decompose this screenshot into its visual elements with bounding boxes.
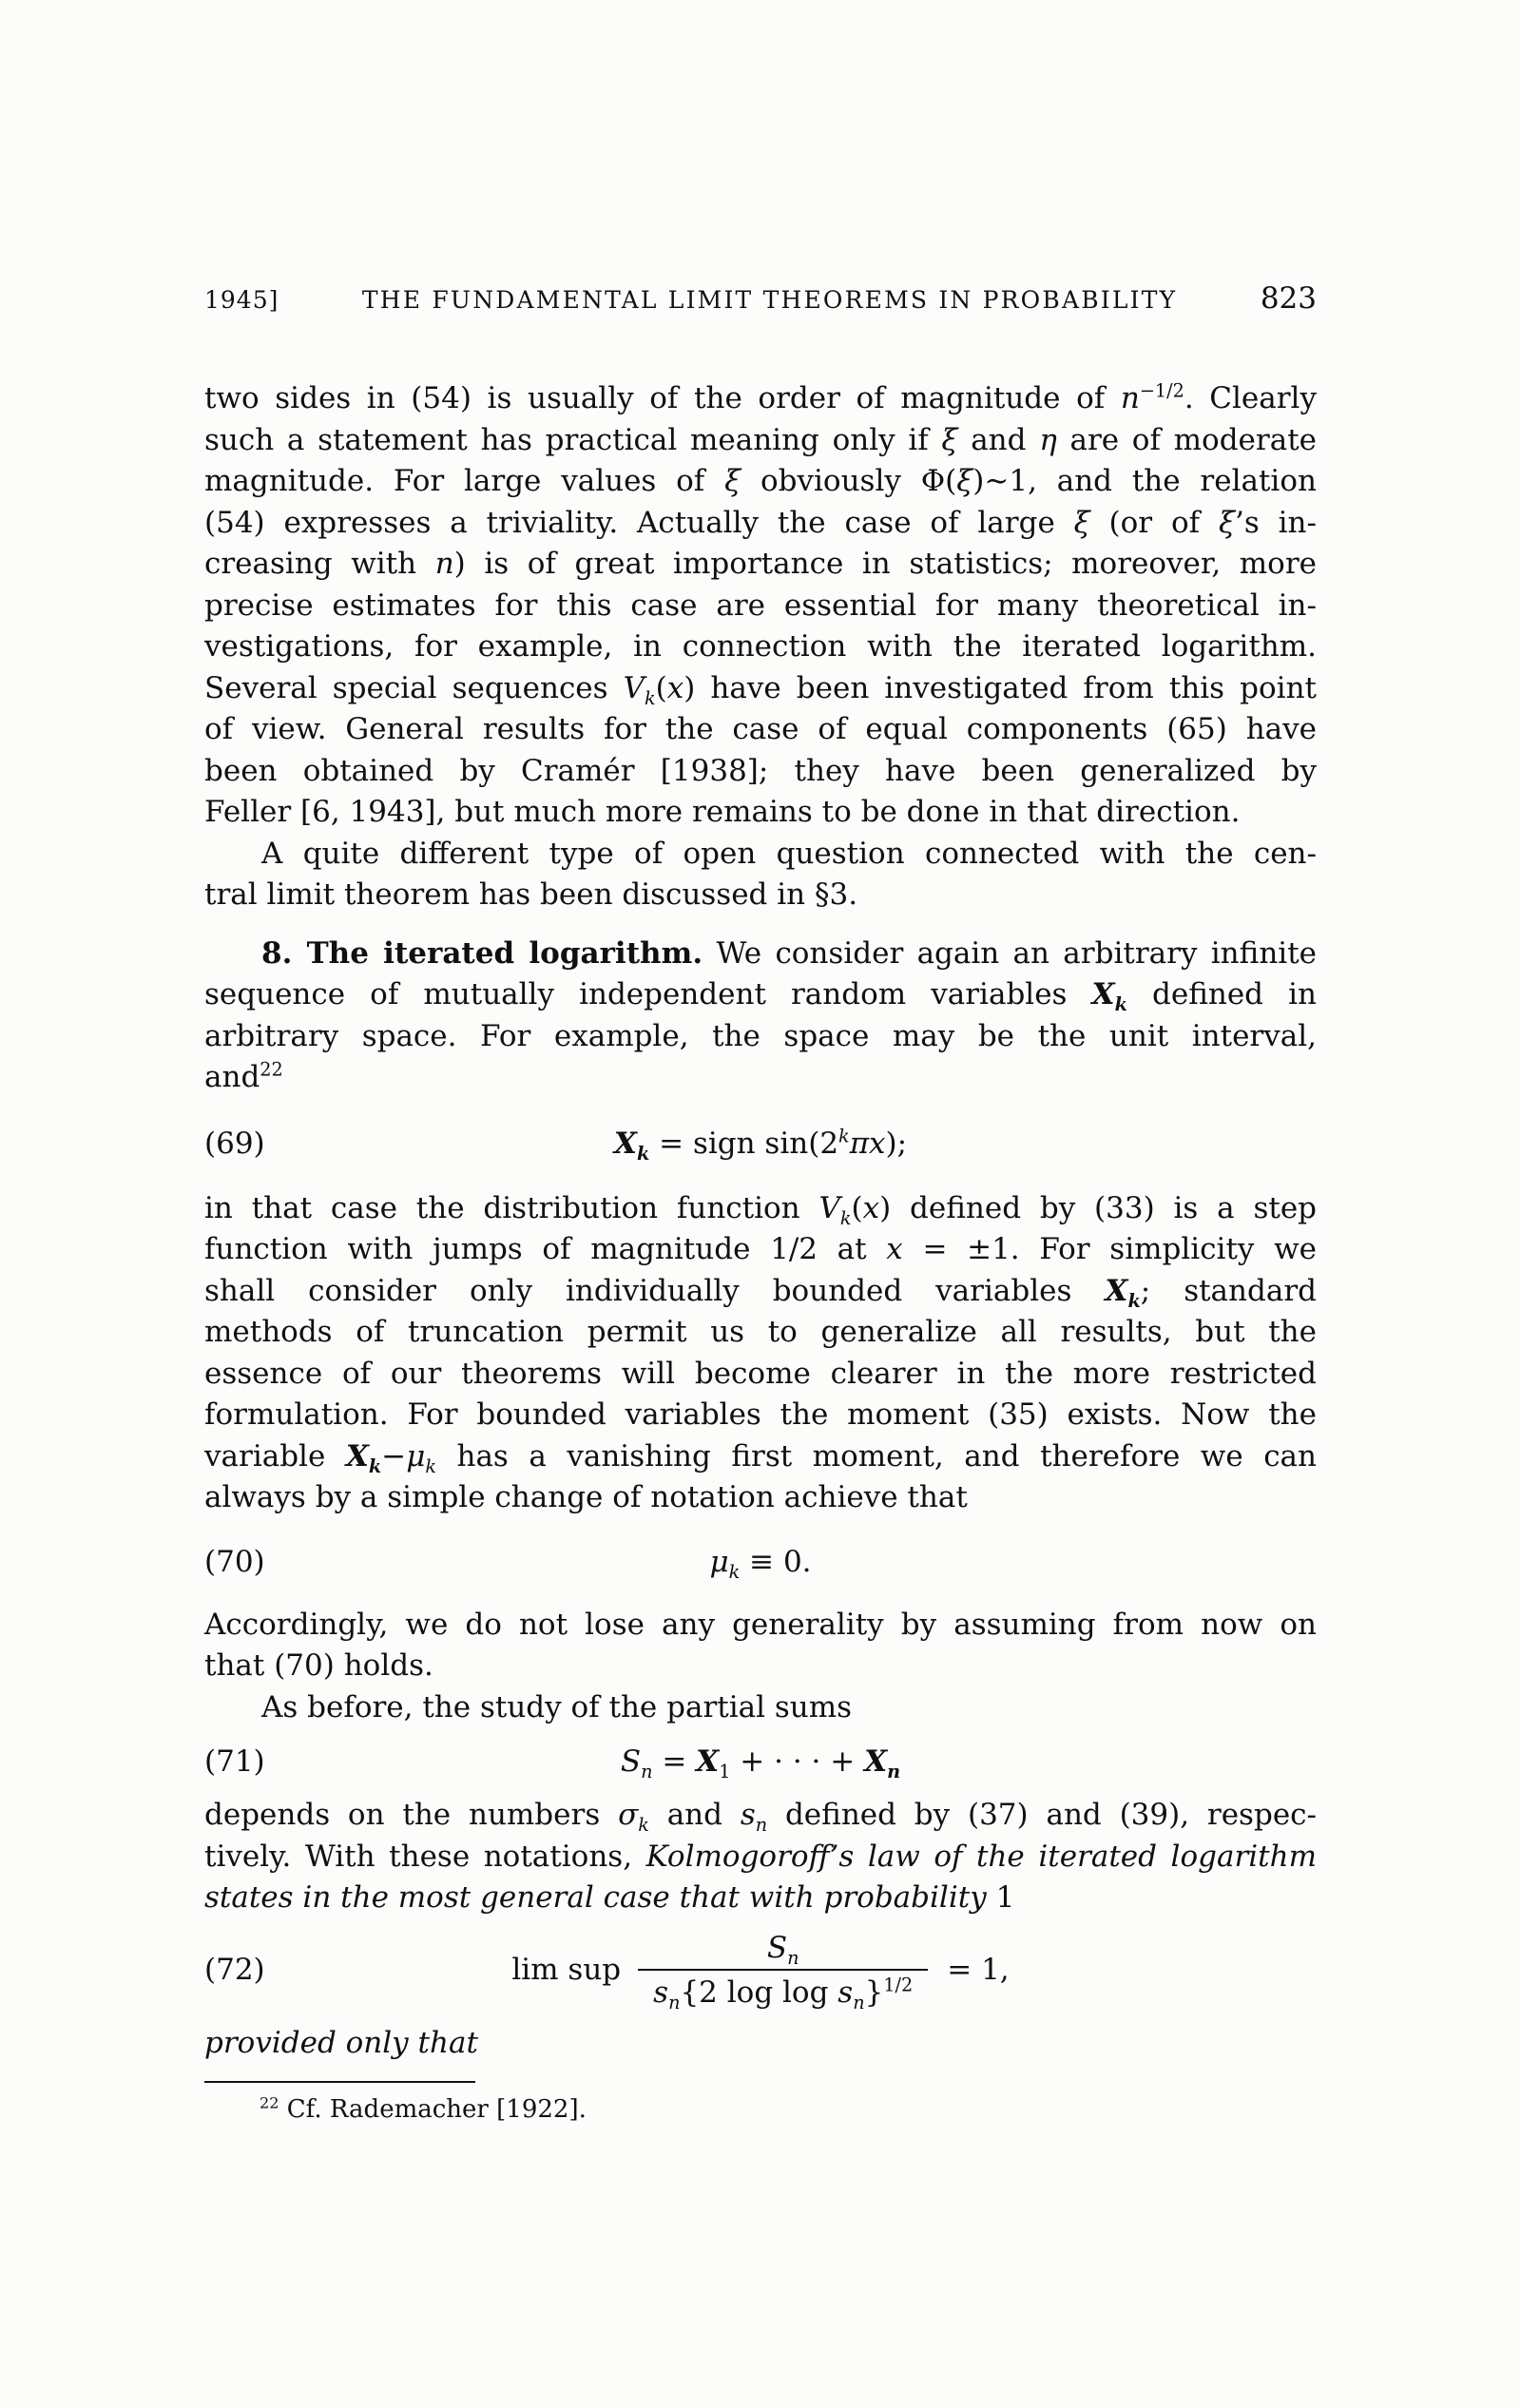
equation-body: $X_k$ = sign sin(2$^k$πx);	[613, 1125, 908, 1165]
text-line: of view. General results for the case of equal components (65) have	[204, 712, 1317, 746]
equation-70	[204, 1540, 1317, 1584]
text-line: that (70) holds.	[204, 1648, 433, 1683]
paragraph	[204, 1605, 1317, 1687]
article-body	[204, 378, 1317, 2064]
equation-69	[204, 1122, 1317, 1165]
text-line: A quite different type of open question connected with the cen-	[261, 836, 1317, 871]
running-head	[204, 281, 1317, 316]
text-line: essence of our theorems will become clearer in the more restricted	[204, 1356, 1317, 1391]
text-line: methods of truncation permit us to generalize all results, but the	[204, 1315, 1317, 1349]
equation-body: $S_n = X_1$ + · · · + $X_n$	[620, 1744, 901, 1783]
text-line: Several special sequences $V_k(x)$ have been investigated from this point	[204, 670, 1317, 709]
text-column	[204, 0, 1317, 2127]
paragraph	[204, 1687, 1317, 1729]
text-line: precise estimates for this case are essential for many theoretical in-	[204, 588, 1317, 623]
text-line: arbitrary space. For example, the space may be the unit interval,	[204, 1018, 1317, 1053]
equation-label: (71)	[204, 1744, 265, 1779]
footnote-text: $^{22}$ Cf. Rademacher [1922].	[260, 2093, 587, 2124]
fraction-denominator: $s_n\{2$ $\log \log s_n\}^{1/2}$	[638, 1969, 928, 2010]
journal-year: 1945]	[204, 286, 279, 314]
text-line: vestigations, for example, in connection with the iterated logarithm.	[204, 629, 1317, 664]
text-line: two sides in (54) is usually of the order of magnitude of $n^{-1/2}$. Clearly	[204, 379, 1317, 415]
text-line: shall consider only individually bounded variables $X_k$; standard	[204, 1273, 1317, 1312]
footnote-divider	[204, 2081, 475, 2083]
text-line: provided only that	[204, 2025, 478, 2060]
text-line: Accordingly, we do not lose any generality by assuming from now on	[204, 1607, 1317, 1642]
text-line: Feller [6, 1943], but much more remains to be done in that direction.	[204, 795, 1241, 829]
text-line: formulation. For bounded variables the moment (35) exists. Now the	[204, 1397, 1317, 1432]
text-line: tively. With these notations, Kolmogoroff’s law of the iterated logarithm	[204, 1839, 1317, 1874]
text-line: creasing with n) is of great importance in statistics; moreover, more	[204, 547, 1317, 581]
equation-label: (72)	[204, 1953, 265, 1987]
paragraph	[204, 834, 1317, 916]
equation-label: (69)	[204, 1126, 265, 1161]
text-line: (54) expresses a triviality. Actually the case of large ξ (or of ξ’s in-	[204, 505, 1317, 540]
paragraph	[204, 934, 1317, 1099]
equation-result: = 1,	[947, 1953, 1010, 1987]
paragraph	[204, 2023, 1317, 2065]
text-line: in that case the distribution function $V_k(x)$ defined by (33) is a step	[204, 1190, 1318, 1229]
equation-body: $\mu_k \equiv 0$.	[709, 1544, 812, 1583]
equation-label: (70)	[204, 1544, 265, 1579]
fraction	[638, 1930, 928, 2013]
text-line: variable $X_k-\mu_k$ has a vanishing first moment, and therefore we can	[204, 1438, 1318, 1477]
running-title: THE FUNDAMENTAL LIMIT THEOREMS IN PROBABILITY	[361, 286, 1178, 314]
text-line: magnitude. For large values of ξ obviously Φ(ξ)∼1, and the relation	[204, 464, 1317, 498]
text-line: and$^{22}$	[204, 1058, 283, 1094]
equation-72	[204, 1930, 1317, 2013]
equation-71	[204, 1740, 1317, 1783]
paragraph	[204, 378, 1317, 834]
text-line: As before, the study of the partial sums	[261, 1689, 853, 1724]
text-line: tral limit theorem has been discussed in §3.	[204, 877, 858, 912]
paragraph	[204, 1188, 1317, 1519]
text-line: been obtained by Cramér [1938]; they have been generalized by	[204, 753, 1317, 788]
text-line: such a statement has practical meaning only if ξ and η are of moderate	[204, 422, 1317, 457]
text-line: always by a simple change of notation achieve that	[204, 1480, 968, 1514]
text-line: states in the most general case that with probability 1	[204, 1880, 1015, 1915]
text-line: sequence of mutually independent random variables $X_k$ defined in	[204, 977, 1317, 1016]
paragraph	[204, 1795, 1317, 1919]
limsup-operator: lim sup	[511, 1953, 622, 1987]
text-line: 8. The iterated logarithm. We consider again an arbitrary infinite	[261, 935, 1317, 971]
text-line: function with jumps of magnitude 1/2 at x = ±1. For simplicity we	[204, 1232, 1317, 1266]
text-line: depends on the numbers $\sigma_k$ and $s_n$ defined by (37) and (39), respec-	[204, 1798, 1317, 1837]
fraction-numerator: $S_n$	[766, 1930, 799, 1969]
page-number: 823	[1260, 281, 1317, 316]
